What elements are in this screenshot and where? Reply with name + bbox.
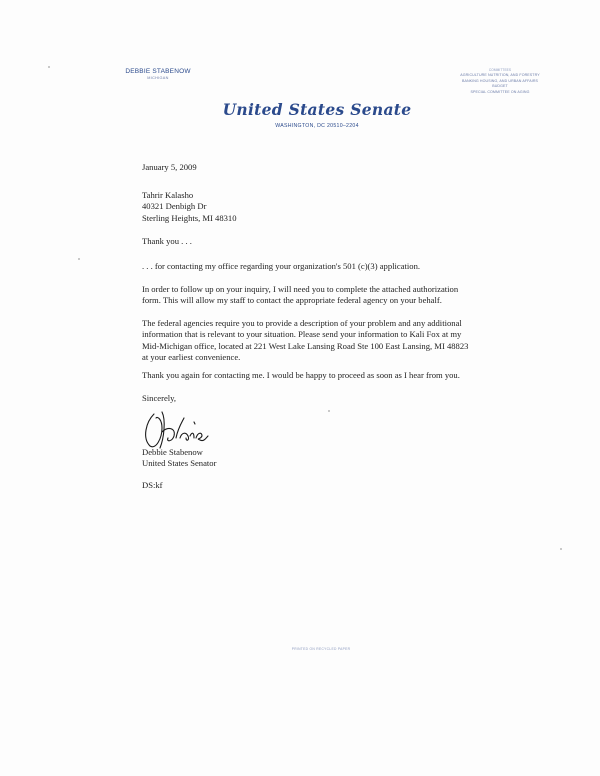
recycled-paper-note: PRINTED ON RECYCLED PAPER <box>291 647 351 651</box>
paragraph-federal <box>142 318 542 364</box>
paragraph-line: In order to follow up on your inquiry, I will need you to complete the attached authorization <box>142 284 459 294</box>
paragraph-line: at your earliest convenience. <box>142 352 241 363</box>
senate-address: WASHINGTON, DC 20510–2204 <box>275 123 359 129</box>
paper-speck <box>78 258 80 260</box>
paper-speck <box>328 410 330 412</box>
committee-item: SPECIAL COMMITTEE ON AGING <box>470 89 530 94</box>
letter-date: January 5, 2009 <box>142 162 197 172</box>
committee-item: BUDGET <box>492 84 508 89</box>
sender-block <box>118 68 198 80</box>
sender-name: DEBBIE STABENOW <box>125 68 191 75</box>
paragraph-thanks-again: Thank you again for contacting me. I would be happy to proceed as soon as I hear from you. <box>142 370 460 380</box>
handwritten-signature <box>140 408 210 450</box>
recipient-address <box>142 190 542 224</box>
recipient-city: Sterling Heights, MI 48310 <box>142 212 237 223</box>
paragraph-line: form. This will allow my staff to contact the appropriate federal agency on your behalf. <box>142 295 442 306</box>
committee-item: BANKING HOUSING, AND URBAN AFFAIRS <box>461 78 539 83</box>
paragraph-follow-up <box>142 284 542 307</box>
committees-list <box>452 68 548 95</box>
paragraph-contact: . . . for contacting my office regarding your organization's 501 (c)(3) application. <box>142 261 421 271</box>
signature-title: United States Senator <box>142 458 217 469</box>
signature-name: Debbie Stabenow <box>142 447 203 457</box>
senate-title: United States Senate <box>222 100 412 119</box>
paper-speck <box>48 66 50 68</box>
recipient-name: Tahrir Kalasho <box>142 190 194 200</box>
recipient-street: 40321 Denbigh Dr <box>142 201 207 212</box>
paper-speck <box>560 548 562 550</box>
greeting: Thank you . . . <box>142 236 192 246</box>
committee-item: AGRICULTURE NUTRITION, AND FORESTRY <box>460 73 540 78</box>
closing: Sincerely, <box>142 393 177 403</box>
signature-block <box>142 447 542 470</box>
typist-initials: DS:kf <box>142 480 163 490</box>
paragraph-line: The federal agencies require you to provide a description of your problem and any additional <box>142 318 462 328</box>
paragraph-line: Mid-Michigan office, located at 221 West Lake Lansing Road Ste 100 East Lansing, MI 48823 <box>142 340 469 351</box>
paragraph-line: information that is relevant to your situation. Please send your information to Kali Fox at my <box>142 329 462 340</box>
committees-heading: COMMITTEES <box>488 68 512 72</box>
sender-state: MICHIGAN <box>147 76 169 80</box>
